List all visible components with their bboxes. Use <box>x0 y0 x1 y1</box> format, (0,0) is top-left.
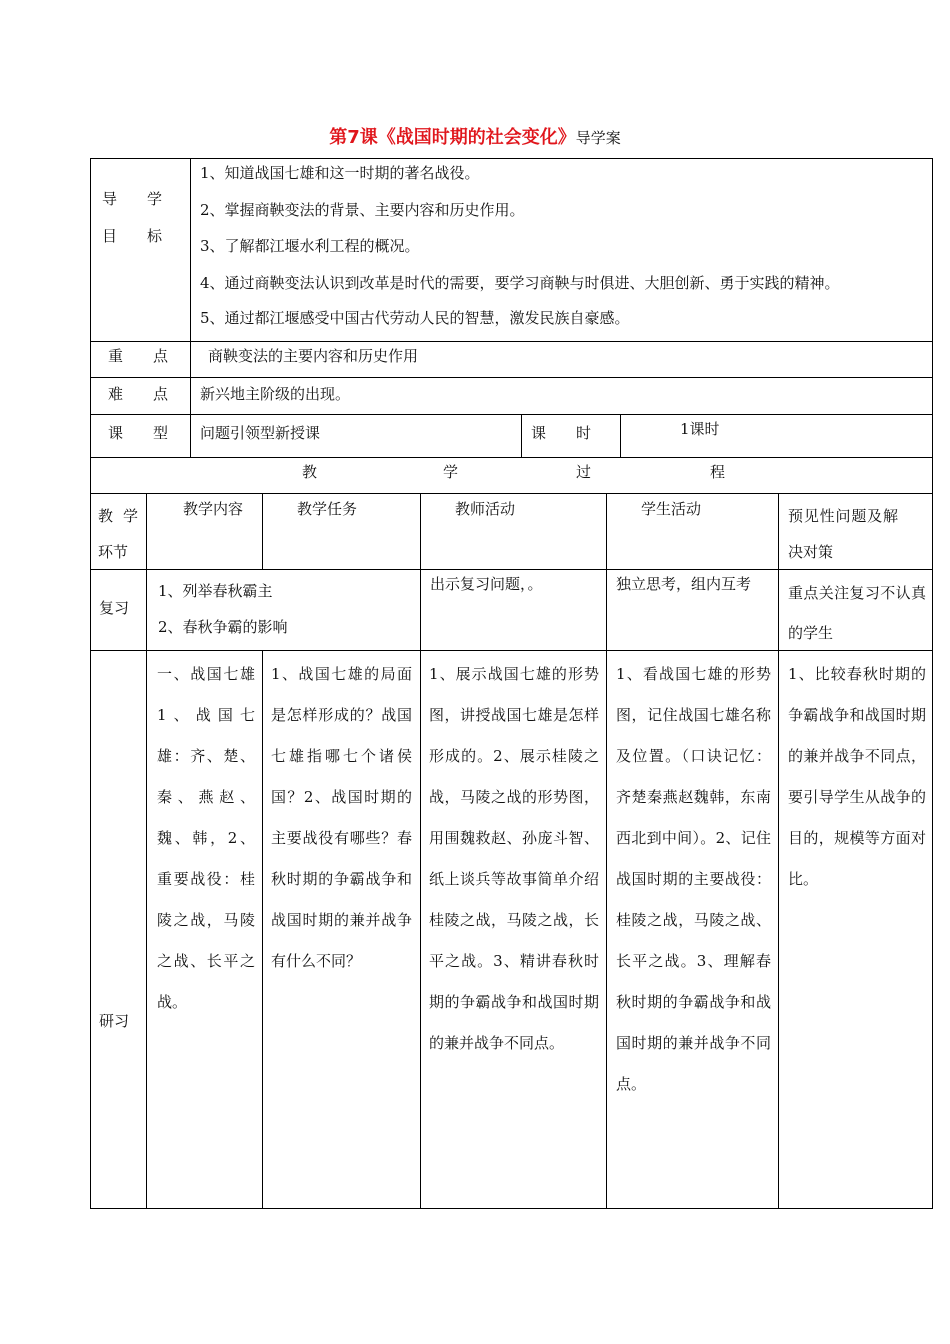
content-cell: 1、列举春秋霸主 2、春秋争霸的影响 <box>158 582 288 636</box>
column-header: 教学内容 <box>183 500 244 518</box>
key-point-value: 商鞅变法的主要内容和历史作用 <box>208 347 419 365</box>
teacher-cell: 1、展示战国七雄的形势图，讲授战国七雄是怎样形成的。2、展示桂陵之战，马陵之战的形势图，用围魏救赵、孙庞斗智、纸上谈兵等故事简单介绍桂陵之战，马陵之战，长平之战。3、精讲春秋时期的争霸战争和战国时期的兼并战争不同点。 <box>429 665 599 1052</box>
lesson-type-label: 课 型 <box>108 424 169 442</box>
strategy-cell: 重点关注复习不认真的学生 <box>788 584 926 642</box>
student-cell: 独立思考，组内互考 <box>616 575 752 593</box>
teacher-cell: 出示复习问题，。 <box>430 575 543 593</box>
difficulty-label: 难 点 <box>108 385 169 403</box>
column-header: 教学任务 <box>297 500 358 518</box>
student-cell: 1、看战国七雄的形势图，记住战国七雄名称及位置。（口诀记忆：齐楚秦燕赵魏韩，东南西北到中间）。2、记住战国时期的主要战役：桂陵之战，马陵之战、长平之战。3、理解春秋时期的争霸战争和战国时期的兼并战争不同点。 <box>616 665 771 1093</box>
difficulty-value: 新兴地主阶级的出现。 <box>200 385 351 403</box>
key-point-label: 重 点 <box>108 347 169 365</box>
process-header-char: 学 <box>443 463 459 481</box>
objective-item: 3、了解都江堰水利工程的概况。 <box>200 237 420 255</box>
objective-item: 5、通过都江堰感受中国古代劳动人民的智慧，激发民族自豪感。 <box>200 309 630 327</box>
hours-label: 课 时 <box>531 424 592 442</box>
stage-cell: 复习 <box>99 599 130 617</box>
content-cell: 一、战国七雄 1、战国七雄：齐、楚、秦、燕赵、魏、韩，2、重要战役：桂陵之战，马陵之战、长平之战。 <box>157 665 255 1011</box>
objective-item: 4、通过商鞅变法认识到改革是时代的需要，要学习商鞅与时俱进、大胆创新、勇于实践的精神。 <box>200 274 840 292</box>
lesson-type-value: 问题引领型新授课 <box>200 424 321 442</box>
page-title: 第7课《战国时期的社会变化》导学案 <box>329 127 621 148</box>
objective-item: 1、知道战国七雄和这一时期的著名战役。 <box>200 164 480 182</box>
task-cell: 1、战国七雄的局面是怎样形成的？战国七雄指哪七个诸侯国？2、战国时期的主要战役有哪些？春秋时期的争霸战争和战国时期的兼并战争有什么不同？ <box>271 665 412 970</box>
process-header-char: 程 <box>710 463 726 481</box>
objectives-label-1: 导 学 <box>102 190 163 208</box>
column-header: 教学环节 <box>98 507 138 561</box>
process-header-char: 教 <box>302 463 318 481</box>
objectives-label-2: 目 标 <box>102 227 163 245</box>
column-header: 预见性问题及解决对策 <box>788 507 898 561</box>
process-header-char: 过 <box>576 463 592 481</box>
column-header: 教师活动 <box>455 500 516 518</box>
stage-cell: 研习 <box>99 1012 130 1030</box>
column-header: 学生活动 <box>641 500 702 518</box>
hours-value: 1课时 <box>680 420 720 438</box>
strategy-cell: 1、比较春秋时期的争霸战争和战国时期的兼并战争不同点，要引导学生从战争的目的，规模等方面对比。 <box>788 665 926 888</box>
objective-item: 2、掌握商鞅变法的背景、主要内容和历史作用。 <box>200 201 525 219</box>
